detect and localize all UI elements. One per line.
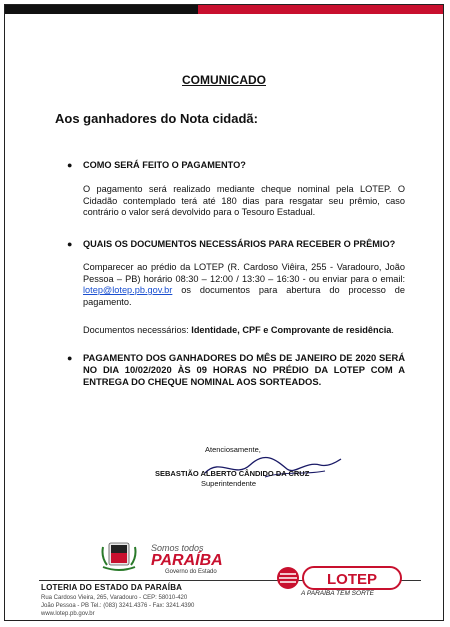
email-link[interactable]: lotep@lotep.pb.gov.br [83, 285, 173, 295]
page-heading: Aos ganhadores do Nota cidadã: [55, 111, 258, 126]
lotep-tagline: A PARAÍBA TEM SORTE [301, 590, 374, 597]
header-bar-red-segment [198, 5, 443, 14]
payment-announcement: PAGAMENTO DOS GANHADORES DO MÊS DE JANEIRO DE 2020 SERÁ NO DIA 10/02/2020 ÀS 09 HORAS NO PRÉDIO DA LOTEP COM A ENTREGA DO CHEQUE NOMINAL AOS SORTEADOS. [83, 352, 405, 387]
lotep-logo-text: LOTEP [326, 571, 378, 588]
page-title: COMUNICADO [182, 73, 266, 87]
signer-role: Superintendente [201, 479, 257, 488]
closing-text: Atenciosamente, [205, 445, 261, 454]
gov-logo-subtitle: Governo do Estado [165, 569, 217, 575]
section-1-paragraph: O pagamento será realizado mediante cheque nominal pela LOTEP. O Cidadão contemplado terá até 180 dias para resgatar seu prêmio, caso contrário o valor será devolvido para o Tesouro Estadual. [83, 184, 405, 217]
footer-phones: João Pessoa - PB Tel.: (083) 3241.4376 - Fax: 3241.4390 [41, 603, 195, 609]
header-color-bar [5, 5, 443, 14]
bullet-icon: ● [67, 353, 73, 363]
required-documents-value: Identidade, CPF e Comprovante de residência [191, 325, 392, 335]
footer-address: Rua Cardoso Vieira, 265, Varadouro - CEP: 58010-420 [41, 595, 188, 601]
section-1-question: COMO SERÁ FEITO O PAGAMENTO? [83, 160, 246, 170]
gov-logo-slogan: Somos todos [151, 543, 204, 553]
section-2-paragraph [83, 262, 405, 308]
section-2-text-before-link: Comparecer ao prédio da LOTEP (R. Cardoso Viêira, 255 - Varadouro, João Pessoa – PB) horário 08:30 – 12:00 / 13:30 – 16:30 - ou enviar para o email: [83, 262, 405, 284]
lotep-logo-icon [275, 565, 405, 591]
state-coat-of-arms-icon [101, 539, 137, 573]
header-bar-black-segment [5, 5, 198, 14]
gov-logo-name: PARAÍBA [151, 552, 223, 569]
required-documents-label: Documentos necessários: [83, 325, 192, 335]
section-2-text-after-link: os documentos para abertura do processo de pagamento. [83, 285, 405, 307]
signer-name: SEBASTIÃO ALBERTO CÂNDIDO DA CRUZ [155, 469, 310, 478]
required-documents-end: . [391, 325, 394, 335]
footer-website: www.lotep.pb.gov.br [41, 611, 95, 617]
bullet-icon: ● [67, 239, 73, 249]
bullet-icon: ● [67, 160, 73, 170]
required-documents [83, 325, 405, 337]
document-page [4, 4, 444, 621]
section-2-question: QUAIS OS DOCUMENTOS NECESSÁRIOS PARA RECEBER O PRÊMIO? [83, 239, 396, 249]
footer-org-name: LOTERIA DO ESTADO DA PARAÍBA [41, 583, 183, 592]
